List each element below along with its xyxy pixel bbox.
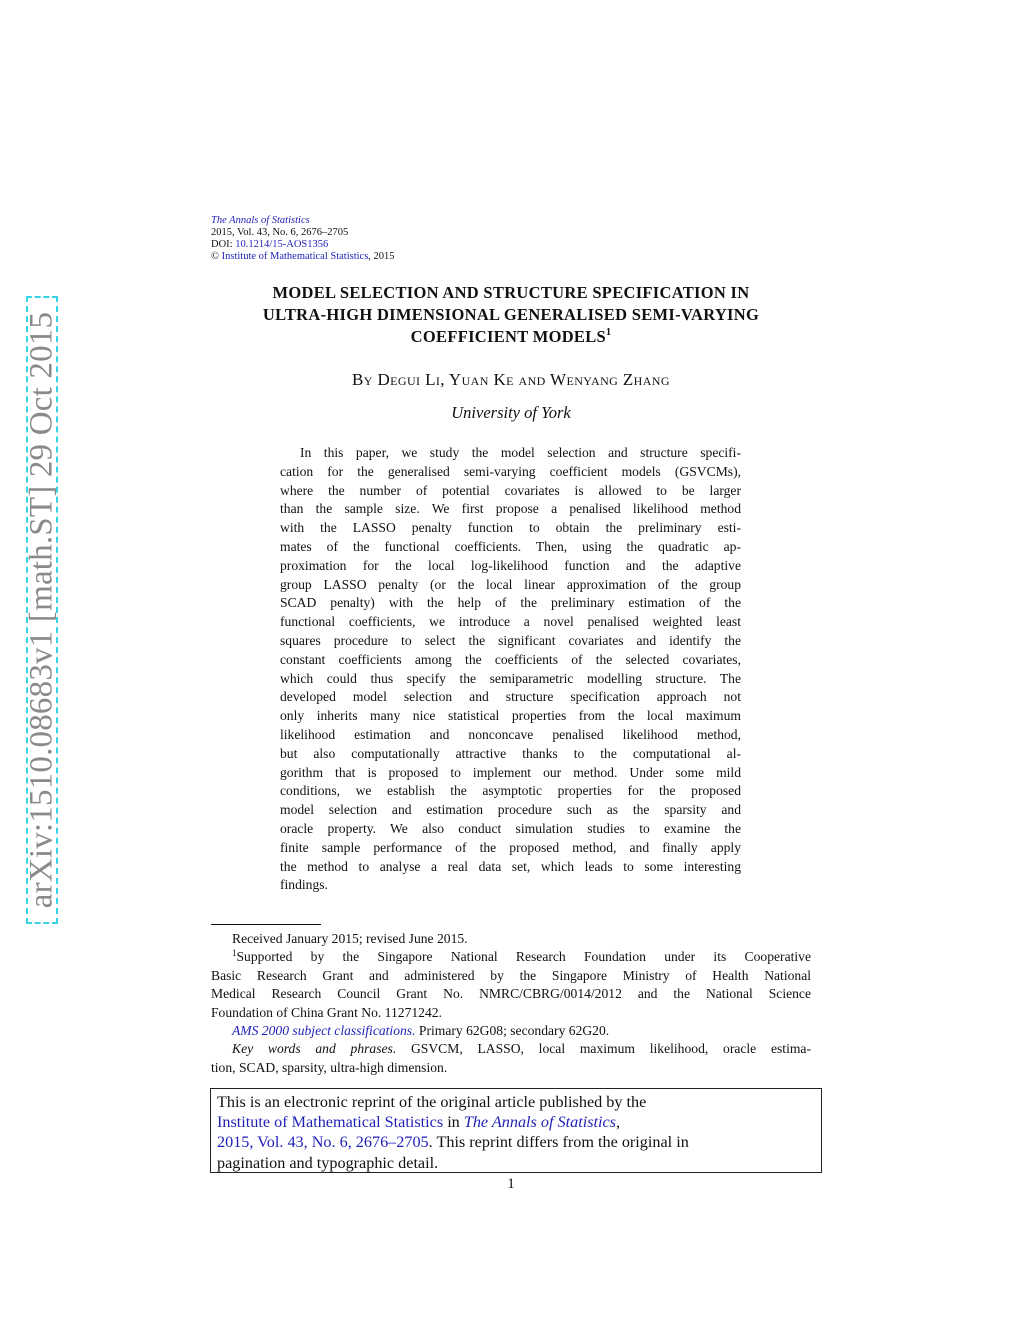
reprint-ims-link[interactable]: Institute of Mathematical Statistics	[217, 1113, 444, 1132]
support-line: Basic Research Grant and administered by the Singapore Ministry of Health National	[211, 967, 811, 983]
abstract-line: the method to analyse a real data set, which leads to some interesting	[280, 858, 741, 874]
ams-classification-link[interactable]: AMS 2000 subject classifications.	[232, 1023, 416, 1039]
journal-name-link[interactable]: The Annals of Statistics	[211, 215, 310, 226]
abstract	[280, 444, 741, 895]
abstract-line: group LASSO penalty (or the local linear approximation of the group	[280, 576, 741, 592]
keywords-text: tion, SCAD, sparsity, ultra-high dimension.	[211, 1059, 448, 1075]
paper-title	[211, 282, 811, 348]
affiliation: University of York	[451, 403, 571, 422]
copyright-year: , 2015	[368, 251, 395, 262]
ams-codes: Primary 62G08; secondary 62G20.	[415, 1023, 610, 1039]
abstract-line: with the LASSO penalty function to obtain the preliminary esti-	[280, 520, 741, 536]
abstract-line: functional coefficients, we introduce a novel penalised weighted least	[280, 614, 741, 630]
abstract-line: mates of the functional coefficients. Then, using the quadratic ap-	[280, 538, 741, 554]
keywords-label: Key words and phrases.	[232, 1041, 397, 1057]
reprint-notice	[210, 1088, 822, 1173]
reprint-line: . This reprint differs from the original in	[428, 1133, 689, 1152]
footnotes	[211, 930, 811, 1077]
abstract-line: proximation for the local log-likelihood function and the adaptive	[280, 557, 741, 573]
abstract-line: squares procedure to select the significant covariates and identify the	[280, 632, 741, 648]
title-line: MODEL SELECTION AND STRUCTURE SPECIFICATION IN	[272, 283, 750, 302]
abstract-line: model selection and estimation procedure such as the sparsity and	[280, 802, 741, 818]
abstract-line: which could thus specify the semiparametric modelling structure. The	[280, 670, 741, 686]
page-number: 1	[507, 1176, 515, 1192]
reprint-line: This is an electronic reprint of the original article published by the	[217, 1093, 647, 1111]
keywords-text: GSVCM, LASSO, local maximum likelihood, oracle estima-	[396, 1041, 811, 1057]
abstract-line: SCAD penalty) with the help of the preliminary estimation of the	[280, 595, 741, 611]
title-line: ULTRA-HIGH DIMENSIONAL GENERALISED SEMI-VARYING	[262, 305, 760, 324]
abstract-line: conditions, we establish the asymptotic properties for the proposed	[280, 783, 741, 799]
ims-link[interactable]: Institute of Mathematical Statistics	[221, 251, 369, 262]
abstract-line: but also computationally attractive thanks to the computational al-	[280, 745, 741, 761]
journal-header	[211, 215, 395, 263]
support-line: Foundation of China Grant No. 11271242.	[211, 1004, 442, 1020]
abstract-line: oracle property. We also conduct simulation studies to examine the	[280, 820, 741, 836]
abstract-line: In this paper, we study the model selection and structure specifi-	[300, 445, 741, 460]
abstract-line: where the number of potential covariates is allowed to be larger	[280, 482, 741, 498]
journal-volume: 2015, Vol. 43, No. 6, 2676–2705	[211, 227, 349, 238]
support-line: Supported by the Singapore National Research Foundation under its Cooperative	[236, 949, 811, 965]
footnote-rule	[211, 924, 321, 925]
reprint-citation-link[interactable]: 2015, Vol. 43, No. 6, 2676–2705	[217, 1133, 429, 1152]
abstract-line: cation for the generalised semi-varying coefficient models (GSVCMs),	[280, 463, 741, 479]
support-line: Medical Research Council Grant No. NMRC/CBRG/0014/2012 and the National Science	[211, 986, 811, 1002]
support-footnote-mark: 1	[232, 948, 237, 959]
abstract-line: gorithm that is proposed to implement our method. Under some mild	[280, 764, 741, 780]
reprint-line: pagination and typographic detail.	[217, 1153, 439, 1172]
doi-link[interactable]: 10.1214/15-AOS1356	[235, 239, 329, 250]
title-footnote-mark: 1	[606, 327, 612, 338]
abstract-line: only inherits many nice statistical properties from the local maximum	[280, 708, 741, 724]
received-dates: Received January 2015; revised June 2015.	[232, 931, 468, 946]
title-line: COEFFICIENT MODELS	[410, 327, 607, 346]
abstract-line: likelihood estimation and nonconcave penalised likelihood method,	[280, 726, 741, 742]
arxiv-stamp-text: arXiv:1510.08683v1 [math.ST] 29 Oct 2015	[23, 311, 60, 909]
reprint-comma: ,	[615, 1113, 621, 1132]
copyright-icon: ©	[211, 251, 219, 262]
reprint-journal-link[interactable]: The Annals of Statistics	[463, 1113, 616, 1132]
reprint-in: in	[443, 1113, 464, 1132]
abstract-line: findings.	[280, 877, 328, 893]
doi-label: DOI:	[211, 239, 233, 250]
abstract-line: finite sample performance of the proposed method, and finally apply	[280, 839, 741, 855]
abstract-line: than the sample size. We first propose a penalised likelihood method	[280, 501, 741, 517]
abstract-line: constant coefficients among the coefficients of the selected covariates,	[280, 651, 741, 667]
authors: By Degui Li, Yuan Ke and Wenyang Zhang	[352, 370, 670, 389]
abstract-line: developed model selection and structure specification approach not	[280, 689, 741, 705]
